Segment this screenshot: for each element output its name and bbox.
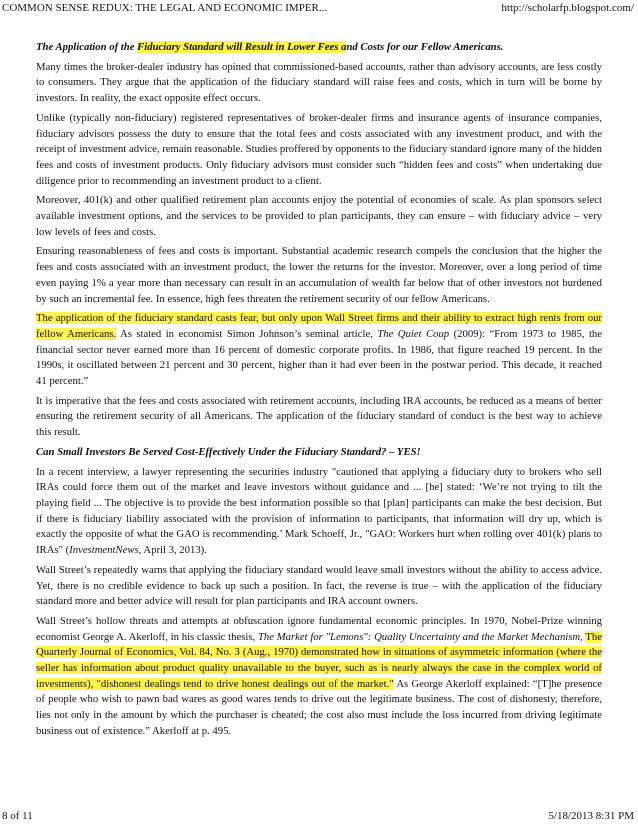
paragraph: Unlike (typically non-fiduciary) registered representatives of broker-dealer firms and insurance agents of insurance companies, fiduciary advisors possess the duty to ensure that the total fees and costs associated with any investment product, and with the receipt of investment advice, remain reasonable. Studies proffered by opponents to the fiduciary standard ignore many of the hidden fees and costs of investment products. Only fiduciary advisors must consider such “hidden fees and costs” when undertaking due diligence prior to recommending an investment product to a client. (36, 111, 602, 187)
section-heading-fees: The Application of the Fiduciary Standard will Result in Lower Fees and Costs for our Fellow Americans. (36, 41, 504, 53)
page-header (0, 0, 638, 16)
highlight: The application of the fiduciary standard casts fear, but only upon Wall Street firms and their ability to extract high rents from our fellow Americans. (36, 312, 602, 340)
paragraph: Many times the broker-dealer industry has opined that commissioned-based accounts, rather than advisory accounts, are less costly to consumers. They argue that the application of the fiduciary standard will raise fees and costs, which in turn will be borne by investors. In reality, the exact opposite effect occurs. (36, 60, 602, 105)
paragraph: It is imperative that the fees and costs associated with retirement accounts, including IRA accounts, be reduced as a means of better ensuring the retirement security of all Americans. The application of the fiduciary standard of conduct is the best way to achieve this result. (36, 394, 602, 439)
citation-title: The Quiet Coup (377, 327, 450, 340)
paragraph: Wall Street’s repeatedly warns that applying the fiduciary standard would leave small investors without the ability to access advice. Yet, there is no credible evidence to back up such a position. In fact, the reverse is true – with the application of the fiduciary standard more and better advice will result for plan participants and IRA account owners. (36, 563, 602, 608)
citation-title: InvestmentNews (69, 544, 139, 557)
paragraph: Wall Street’s hollow threats and attempts at obfuscation ignore fundamental economic principles. In 1970, Nobel-Prize winning economist George A. Akerloff, in his classic thesis, The Market for "Lemons": Quality Uncertainty and the Market Mechanism, The Quarterly Journal of Economics, Vol. 84, No. 3 (Aug., 1970) demonstrated how in situations of asymmetric information (where the seller has information about product quality unavailable to the buyer, such as is nearly always the case in the complex world of investments), "dishonest dealings tend to drive honest dealings out of the market." As George Akerloff explained: “[T]he presence of people who wish to pawn bad wares as good wares tends to drive out the legitimate business. The cost of dishonesty, therefore, lies not only in the amount by which the purchaser is cheated; the cost also must include the loss incurred from driving legitimate business out of existence.” Akerloff at p. 495. (36, 614, 602, 737)
page-footer (0, 808, 638, 826)
source-url[interactable]: http://scholarfp.blogspot.com/ (501, 2, 634, 14)
document-title: COMMON SENSE REDUX: THE LEGAL AND ECONOMIC IMPER... (2, 2, 328, 14)
paragraph: The application of the fiduciary standard casts fear, but only upon Wall Street firms and their ability to extract high rents from our fellow Americans. As stated in economist Simon Johnson’s seminal article, The Quiet Coup (2009): “From 1973 to 1985, the financial sector never earned more than 16 percent of domestic corporate profits. In 1986, that figure reached 19 percent. In the 1990s, it oscillated between 21 percent and 30 percent, higher than it had ever been in the postwar period. This decade, it reached 41 percent.” (36, 312, 602, 388)
article-body (36, 40, 602, 744)
print-timestamp: 5/18/2013 8:31 PM (548, 810, 634, 822)
highlight: Fiduciary Standard will Result in Lower Fees a (137, 41, 347, 53)
citation-title: The Market for "Lemons": Quality Uncertainty and the Market Mechanism (257, 630, 581, 643)
paragraph: Moreover, 401(k) and other qualified retirement plan accounts enjoy the potential of economies of scale. As plan sponsors select available investment options, and the services to be provided to plan participants, they can ensure – with fiduciary advice – very low levels of fees and costs. (36, 194, 602, 238)
paragraph: Ensuring reasonableness of fees and costs is important. Substantial academic research compels the conclusion that the higher the fees and costs associated with an investment product, the lower the returns for the investor. Moreover, over a long period of time even paying 1% a year more than necessary can result in an accumulation of wealth far below that of other investors not burdened by such an incremental fee. In essence, high fees threaten the retirement security of our fellow Americans. (36, 245, 602, 305)
paragraph: In a recent interview, a lawyer representing the securities industry "cautioned that applying a fiduciary duty to brokers who sell IRAs could force them out of the market and leave investors without guidance and ... [he] stated: ‘We’re not trying to tilt the playing field ... The objective is to provide the best information possible so that [plan] participants can make the best decision. But if there is fiduciary liability associated with the provision of information to participants, that information will dry up, which is exactly the opposite of what the GAO is recommending.’ Mark Schoeff, Jr., "GAO: Workers hurt when rolling over 401(k) plans to IRAs" (InvestmentNews, April 3, 2013). (36, 465, 602, 557)
section-heading-small-investors: Can Small Investors Be Served Cost-Effectively Under the Fiduciary Standard? – YES! (36, 445, 421, 458)
page-number: 8 of 11 (2, 810, 33, 822)
highlight: The Quarterly Journal of Economics, Vol. 84, No. 3 (Aug., 1970) demonstrated how in situations of asymmetric information (where the seller has information about product quality unavailable to the buyer, such as is nearly always the case in the complex world of investments), "dishonest dealings tend to drive honest dealings out of the market." (36, 630, 602, 690)
